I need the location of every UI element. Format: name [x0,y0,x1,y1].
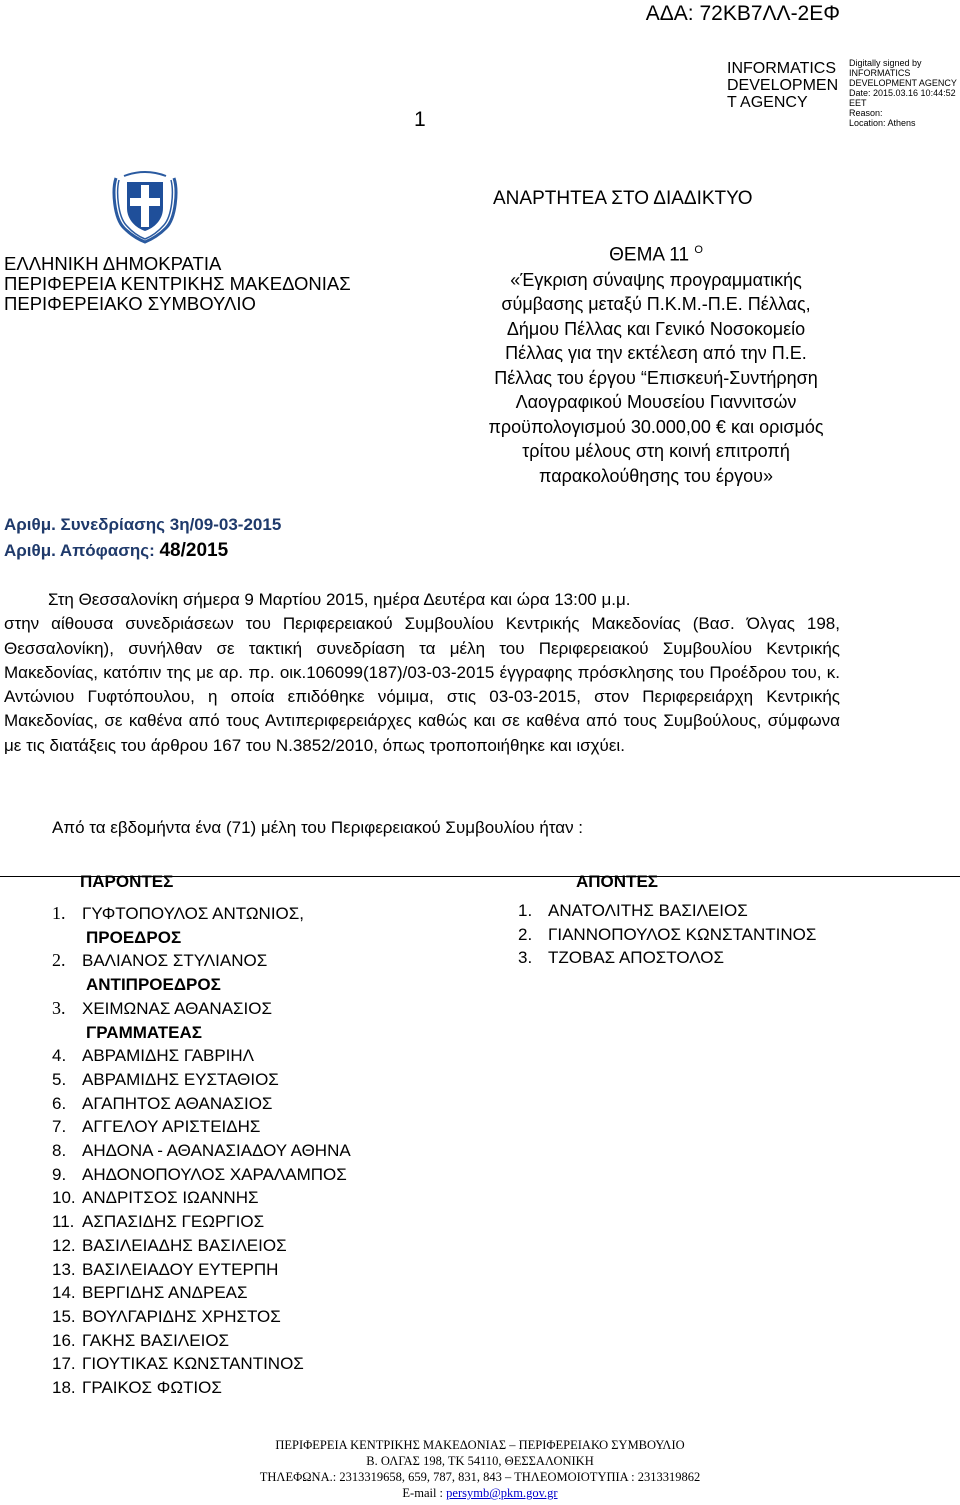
item-number: 9. [52,1164,67,1184]
member-name: ΑΝΔΡΙΤΣΟΣ ΙΩΑΝΝΗΣ [82,1188,259,1208]
item-number: 16. [52,1330,76,1350]
theme-block [454,238,858,488]
item-number: 1. [518,901,533,920]
list-item [52,1281,351,1305]
theme-title-text: ΘΕΜΑ 11 [609,244,690,266]
member-name: ΓΡΑΙΚΟΣ ΦΩΤΙΟΣ [82,1378,222,1398]
item-number: 17. [52,1354,76,1374]
session-number: Αριθμ. Συνεδρίασης 3η/09-03-2015 [4,515,282,534]
body-paragraph: στην αίθουσα συνεδριάσεων του Περιφερειακού Συμβουλίου Κεντρικής Μακεδονίας (Βασ. Όλγας 198, Θεσσαλονίκη), συνήλθαν σε τακτική συνεδρίαση τα μέλη του Περιφερειακού Συμβουλίου Κεντρικής Μακεδονίας, κατόπιν της με αρ. πρ. οικ.106099(187)/03-03-2015 έγγραφης πρόσκλησης του Προέδρου του, κ. Αντώνιου Γυφτόπουλου, η οποία επιδόθηκε νόμιμα, στις 03-03-2015, στον Περιφερειάρχη Κεντρικής Μακεδονίας, σε καθένα από τους Αντιπεριφερειάρχες καθώς και σε καθένα από τους Συμβούλους, σύμφωνα με τις διατάξεις του άρθρου 167 του Ν.3852/2010, όπως τροποποιήθηκε και ισχύει. [4,614,840,755]
item-number: 5. [52,1069,67,1089]
item-number: 6. [52,1093,67,1113]
theme-title-sup: Ο [694,244,703,256]
list-item [52,1186,351,1210]
list-item [52,1092,351,1116]
list-item [52,1234,351,1258]
theme-line: Πέλλας του έργου “Επισκευή-Συντήρηση [494,367,818,388]
member-name: ΒΑΣΙΛΕΙΑΔΟΥ ΕΥΤΕΡΠΗ [82,1259,279,1279]
item-number: 2. [518,924,533,944]
item-number: 11. [52,1212,75,1232]
absent-heading: ΑΠΟΝΤΕΣ [576,872,658,891]
decision-number: 48/2015 [159,540,229,561]
list-item [52,1352,351,1376]
item-number: 1. [52,903,66,923]
item-number: 15. [52,1306,76,1326]
item-number: 14. [52,1283,76,1303]
list-item [52,1115,351,1139]
session-meta [4,512,281,564]
signature-line: EET [849,98,867,108]
theme-line: σύμβασης μεταξύ Π.Κ.Μ.-Π.Ε. Πέλλας, [501,294,811,315]
list-item [52,1163,351,1187]
signature-line: Date: 2015.03.16 10:44:52 [849,88,956,98]
greek-coat-of-arms-icon [110,168,180,244]
signature-line: Location: Athens [849,118,916,128]
footer-line: Β. ΟΛΓΑΣ 198, ΤΚ 54110, ΘΕΣΣΑΛΟΝΙΚΗ [366,1454,594,1468]
list-item [52,949,351,996]
list-item [52,902,351,949]
authority-line: ΠΕΡΙΦΕΡΕΙΑΚΟ ΣΥΜΒΟΥΛΙΟ [4,293,256,314]
member-name: ΓΥΦΤΟΠΟΥΛΟΣ ΑΝΤΩΝΙΟΣ, [82,904,305,923]
theme-line: Λαογραφικού Μουσείου Γιαννιτσών [515,392,797,413]
list-item [518,923,816,947]
theme-line: προϋπολογισμού 30.000,00 € και ορισμός [488,416,824,437]
member-name: ΑΝΑΤΟΛΙΤΗΣ ΒΑΣΙΛΕΙΟΣ [548,901,748,920]
member-name: ΓΙΟΥΤΙΚΑΣ ΚΩΝΣΤΑΝΤΙΝΟΣ [82,1354,304,1374]
theme-line: Δήμου Πέλλας και Γενικό Νοσοκομείο [506,318,806,339]
body-first-line: Στη Θεσσαλονίκη σήμερα 9 Μαρτίου 2015, ημέρα Δευτέρα και ώρα 13:00 μ.μ. [48,590,631,609]
item-number: 10. [52,1188,76,1208]
member-role: ΠΡΟΕΔΡΟΣ [86,927,182,947]
item-number: 8. [52,1141,67,1161]
member-name: ΒΕΡΓΙΔΗΣ ΑΝΔΡΕΑΣ [82,1283,248,1303]
page-number: 1 [414,108,426,131]
member-name: ΒΑΛΙΑΝΟΣ ΣΤΥΛΙΑΝΟΣ [82,951,268,971]
email-label: E-mail : [402,1486,444,1500]
list-item [52,1258,351,1282]
item-number: 3. [52,997,66,1018]
digital-signer: INFORMATICS DEVELOPMEN T AGENCY [727,60,839,111]
member-name: ΑΒΡΑΜΙΔΗΣ ΓΑΒΡΙΗΛ [82,1046,255,1066]
list-item [52,1376,351,1400]
absent-members-list [518,899,816,970]
list-item [52,1068,351,1092]
member-name: ΑΓΑΠΗΤΟΣ ΑΘΑΝΑΣΙΟΣ [82,1093,273,1113]
member-name: ΓΑΚΗΣ ΒΑΣΙΛΕΙΟΣ [82,1330,230,1350]
member-name: ΑΒΡΑΜΙΔΗΣ ΕΥΣΤΑΘΙΟΣ [82,1069,279,1089]
attendance-intro: Από τα εβδομήντα ένα (71) μέλη του Περιφερειακού Συμβουλίου ήταν : [52,818,584,837]
theme-title [454,238,858,268]
member-name: ΑΗΔΟΝΑ - ΑΘΑΝΑΣΙΑΔΟΥ ΑΘΗΝΑ [82,1141,351,1161]
signature-line: DEVELOPMENT AGENCY [849,78,957,88]
theme-line: τρίτου μέλους στη κοινή επιτροπή [522,441,790,462]
email-link[interactable]: persymb@pkm.gov.gr [446,1486,558,1500]
ada-code: ΑΔΑ: 72ΚΒ7ΛΛ-2ΕΦ [645,2,840,25]
theme-line: «Έγκριση σύναψης προγραμματικής [510,269,802,290]
footer-email-line [0,1485,960,1501]
signature-line: Digitally signed by [849,58,922,68]
authority-line: ΕΛΛΗΝΙΚΗ ΔΗΜΟΚΡΑΤΙΑ [4,253,222,274]
member-name: ΓΙΑΝΝΟΠΟΥΛΟΣ ΚΩΝΣΤΑΝΤΙΝΟΣ [548,924,817,944]
item-number: 18. [52,1378,76,1398]
item-number: 2. [52,950,66,971]
member-name: ΑΣΠΑΣΙΔΗΣ ΓΕΩΡΓΙΟΣ [82,1212,265,1232]
present-heading: ΠΑΡΟΝΤΕΣ [80,872,174,891]
authority-line: ΠΕΡΙΦΕΡΕΙΑ ΚΕΝΤΡΙΚΗΣ ΜΑΚΕΔΟΝΙΑΣ [4,273,351,294]
signature-line: INFORMATICS [849,68,911,78]
signature-details [849,58,959,128]
theme-line: παρακολούθησης του έργου» [539,465,773,486]
member-role: ΑΝΤΙΠΡΟΕΔΡΟΣ [86,975,221,995]
minutes-body [4,588,840,758]
item-number: 3. [518,948,533,968]
member-role: ΓΡΑΜΜΑΤΕΑΣ [86,1022,202,1042]
member-name: ΤΖΟΒΑΣ ΑΠΟΣΤΟΛΟΣ [548,948,725,968]
member-name: ΑΗΔΟΝΟΠΟΥΛΟΣ ΧΑΡΑΛΑΜΠΟΣ [82,1164,347,1184]
list-item [52,1305,351,1329]
list-item [518,899,816,923]
member-name: ΑΓΓΕΛΟΥ ΑΡΙΣΤΕΙΔΗΣ [82,1117,261,1137]
issuing-authority [4,254,351,314]
member-name: ΧΕΙΜΩΝΑΣ ΑΘΑΝΑΣΙΟΣ [82,998,272,1018]
member-name: ΒΑΣΙΛΕΙΑΔΗΣ ΒΑΣΙΛΕΙΟΣ [82,1235,287,1255]
signature-line: Reason: [849,108,883,118]
member-name: ΒΟΥΛΓΑΡΙΔΗΣ ΧΡΗΣΤΟΣ [82,1306,281,1326]
list-item [52,1044,351,1068]
theme-line: Πέλλας για την εκτέλεση από την Π.Ε. [505,343,807,364]
decision-line [4,538,281,564]
item-number: 13. [52,1259,76,1279]
footer-line: ΤΗΛΕΦΩΝΑ.: 2313319658, 659, 787, 831, 843 – ΤΗΛΕΟΜΟΙΟΤΥΠΙΑ : 2313319862 [259,1470,701,1484]
page-footer [0,1437,960,1501]
list-item [52,1329,351,1353]
posted-notice: ΑΝΑΡΤΗΤΕΑ ΣΤΟ ΔΙΑΔΙΚΤΥΟ [493,188,753,209]
item-number: 7. [52,1117,67,1137]
item-number: 12. [52,1235,76,1255]
item-number: 4. [52,1046,67,1066]
present-members-list [52,902,351,1400]
list-item [52,1139,351,1163]
list-item [518,946,816,970]
decision-label: Αριθμ. Απόφασης: [4,541,155,560]
list-item [52,997,351,1044]
list-item [52,1210,351,1234]
footer-line: ΠΕΡΙΦΕΡΕΙΑ ΚΕΝΤΡΙΚΗΣ ΜΑΚΕΔΟΝΙΑΣ – ΠΕΡΙΦΕΡΕΙΑΚΟ ΣΥΜΒΟΥΛΙΟ [275,1438,685,1452]
